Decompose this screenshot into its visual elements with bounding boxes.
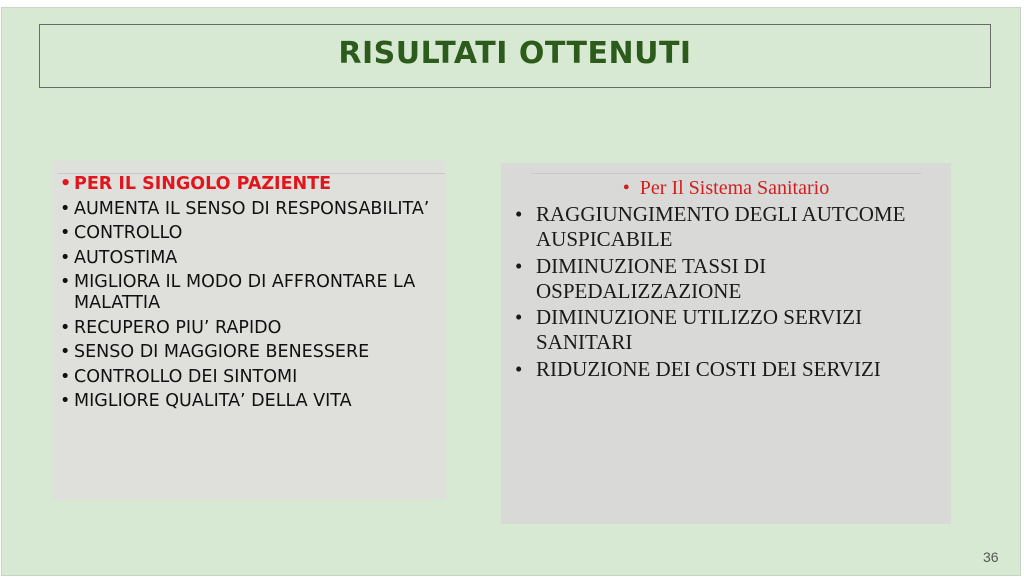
- slide-title: RISULTATI OTTENUTI: [338, 35, 692, 71]
- bullet-icon: •: [60, 366, 71, 387]
- bullet-icon: •: [60, 198, 71, 219]
- list-item-text: RIDUZIONE DEI COSTI DEI SERVIZI: [536, 356, 881, 381]
- list-item-text: AUMENTA IL SENSO DI RESPONSABILITA’: [74, 198, 430, 219]
- patient-heading: PER IL SINGOLO PAZIENTE: [74, 174, 332, 194]
- bullet-icon: •: [60, 223, 71, 243]
- list-item: [60, 318, 440, 339]
- list-item: [515, 305, 945, 355]
- bullet-icon: •: [60, 174, 72, 194]
- title-box: [39, 24, 991, 88]
- list-item: [60, 199, 440, 220]
- bullet-icon: •: [622, 177, 630, 199]
- health-system-results-panel: [501, 163, 951, 524]
- bullet-icon: •: [60, 342, 71, 362]
- bullet-icon: •: [60, 317, 71, 338]
- list-item: [60, 223, 440, 244]
- patient-results-panel: [52, 161, 445, 499]
- panel-divider: [531, 173, 921, 174]
- health-system-results-list: [515, 202, 945, 383]
- bullet-icon: •: [515, 253, 523, 278]
- list-item-text: CONTROLLO DEI SINTOMI: [74, 366, 298, 387]
- list-item: [60, 391, 440, 412]
- list-item: [60, 174, 440, 195]
- bullet-icon: •: [515, 202, 523, 226]
- bullet-icon: •: [60, 391, 71, 411]
- list-item-text: DIMINUZIONE TASSI DI OSPEDALIZZAZIONE: [536, 253, 767, 303]
- slide: [1, 7, 1021, 576]
- bullet-icon: •: [60, 247, 71, 268]
- list-item: [60, 342, 440, 363]
- list-item: [515, 357, 945, 382]
- bullet-icon: •: [515, 305, 523, 329]
- list-item: [515, 202, 945, 252]
- list-item-text: RECUPERO PIU’ RAPIDO: [74, 317, 282, 338]
- list-item: [515, 254, 945, 304]
- patient-results-list: [60, 174, 440, 416]
- list-item-text: SENSO DI MAGGIORE BENESSERE: [74, 342, 370, 362]
- list-item: [60, 248, 440, 269]
- list-item: [60, 367, 440, 388]
- list-item-text: MIGLIORA IL MODO DI AFFRONTARE LA MALATTIA: [74, 272, 416, 313]
- list-item: [60, 272, 440, 314]
- list-item-text: CONTROLLO: [74, 223, 183, 243]
- bullet-icon: •: [515, 356, 523, 381]
- list-item-text: MIGLIORE QUALITA’ DELLA VITA: [74, 391, 352, 411]
- heading-text: Per Il Sistema Sanitario: [639, 177, 830, 199]
- health-system-heading: [501, 177, 951, 200]
- bullet-icon: •: [60, 272, 71, 292]
- page-number: 36: [983, 549, 999, 565]
- list-item-text: AUTOSTIMA: [74, 247, 178, 268]
- list-item-text: RAGGIUNGIMENTO DEGLI AUTCOME AUSPICABILE: [536, 202, 906, 251]
- list-item-text: DIMINUZIONE UTILIZZO SERVIZI SANITARI: [536, 305, 863, 354]
